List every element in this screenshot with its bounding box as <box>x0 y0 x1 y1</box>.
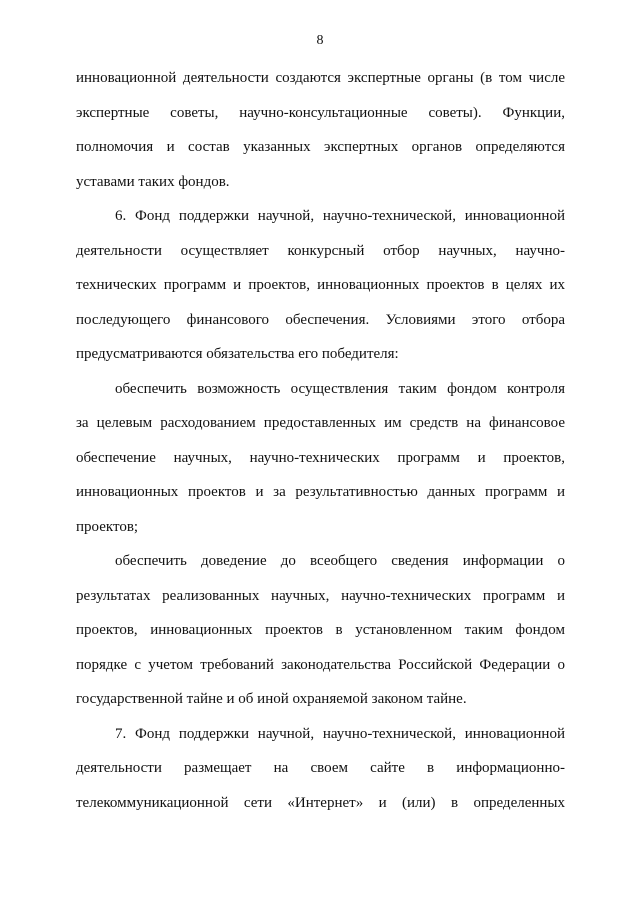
text-line: обеспечить возможность осуществления таким фондом контроля <box>115 380 565 397</box>
text-line: проектов, инновационных проектов в установленном таким фондом <box>76 622 565 638</box>
text-line: 7. Фонд поддержки научной, научно-технической, инновационной <box>115 725 565 742</box>
text-line: предусматриваются обязательства его победителя: <box>76 346 399 362</box>
text-line: обеспечение научных, научно-технических программ и проектов, <box>76 449 565 466</box>
text-line: проектов; <box>76 518 139 535</box>
text-line: обеспечить доведение до всеобщего сведения информации о <box>115 553 565 569</box>
text-line: результатах реализованных научных, научно-технических программ и <box>76 587 565 604</box>
text-line: за целевым расходованием предоставленных им средств на финансовое <box>76 415 565 431</box>
text-line: 6. Фонд поддержки научной, научно-технической, инновационной <box>115 208 565 224</box>
text-line: уставами таких фондов. <box>76 173 230 190</box>
text-line: государственной тайне и об иной охраняемой законом тайне. <box>76 691 467 707</box>
text-line: инновационной деятельности создаются экспертные органы (в том числе <box>76 70 565 86</box>
text-line: технических программ и проектов, инновационных проектов в целях их <box>76 277 565 293</box>
text-line: инновационных проектов и за результативностью данных программ и <box>76 484 565 500</box>
text-line: экспертные советы, научно-консультационные советы). Функции, <box>76 104 565 121</box>
text-line: телекоммуникационной сети «Интернет» и (или) в определенных <box>76 794 565 811</box>
text-line: деятельности осуществляет конкурсный отбор научных, научно- <box>76 242 565 259</box>
page-number: 8 <box>316 33 324 48</box>
text-line: деятельности размещает на своем сайте в информационно- <box>76 760 565 776</box>
text-line: последующего финансового обеспечения. Условиями этого отбора <box>76 311 565 328</box>
text-line: полномочия и состав указанных экспертных органов определяются <box>76 139 565 155</box>
text-line: порядке с учетом требований законодательства Российской Федерации о <box>76 656 565 673</box>
